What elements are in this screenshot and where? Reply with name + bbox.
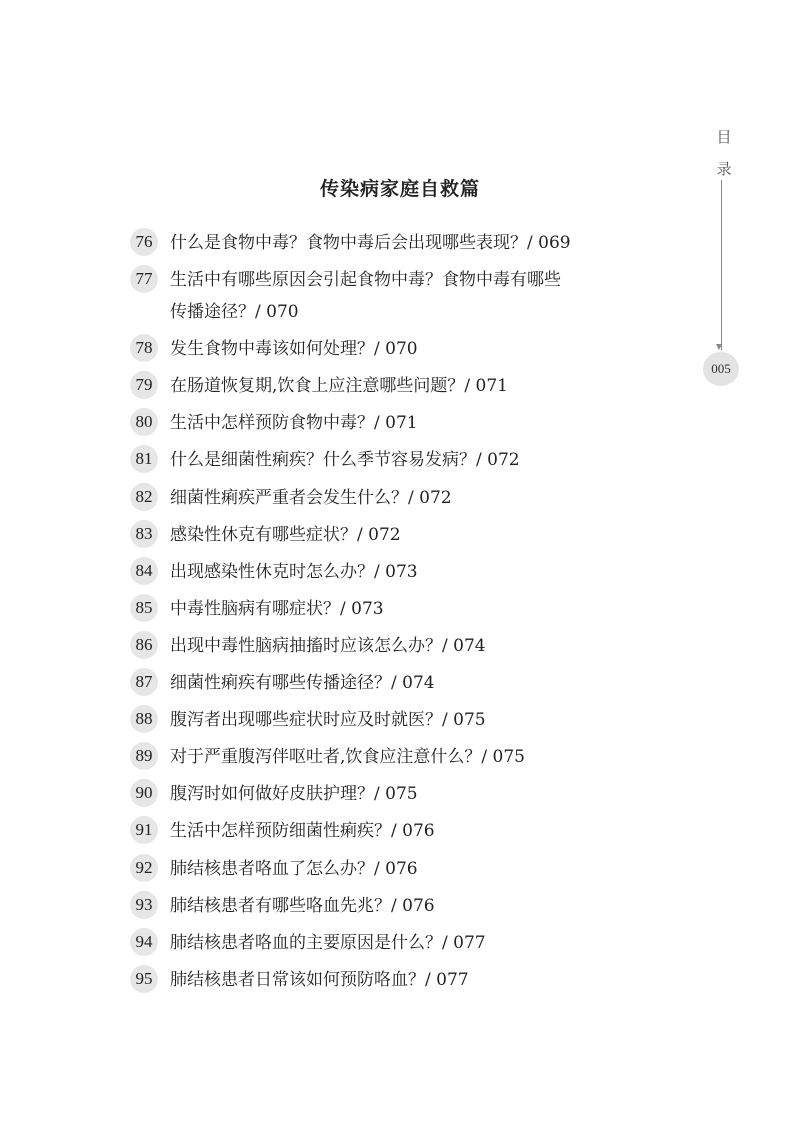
entry-number-badge: 87 — [130, 668, 158, 696]
entry-text — [170, 370, 508, 402]
entry-text — [170, 333, 418, 365]
entry-text-line: 出现感染性休克时怎么办？/ 073 — [170, 561, 418, 582]
toc-entry[interactable] — [130, 815, 650, 847]
entry-number-badge: 94 — [130, 928, 158, 956]
entry-text-line: 细菌性痢疾严重者会发生什么？/ 072 — [170, 487, 452, 508]
entry-number-badge: 85 — [130, 594, 158, 622]
entry-text-line: 在肠道恢复期,饮食上应注意哪些问题？/ 071 — [170, 376, 508, 397]
toc-entry[interactable] — [130, 630, 650, 662]
entry-number-badge: 84 — [130, 557, 158, 585]
entry-number-badge: 89 — [130, 742, 158, 770]
entry-number-badge: 92 — [130, 854, 158, 882]
toc-entry[interactable] — [130, 227, 650, 259]
toc-entry[interactable] — [130, 741, 650, 773]
entry-number-badge: 77 — [130, 265, 158, 293]
entry-text-line: 细菌性痢疾有哪些传播途径？/ 074 — [170, 673, 435, 694]
entry-text — [170, 630, 486, 662]
entry-text — [170, 927, 486, 959]
toc-entry[interactable] — [130, 482, 650, 514]
toc-entry[interactable] — [130, 370, 650, 402]
entry-text-line: 腹泻者出现哪些症状时应及时就医？/ 075 — [170, 710, 486, 731]
entry-number-badge: 81 — [130, 445, 158, 473]
toc-entry[interactable] — [130, 964, 650, 996]
toc-entry[interactable] — [130, 593, 650, 625]
page-number-badge: 005 — [703, 352, 739, 386]
entry-text — [170, 667, 435, 699]
toc-entry[interactable] — [130, 853, 650, 885]
entry-number-badge: 93 — [130, 891, 158, 919]
entry-text — [170, 482, 452, 514]
toc-entry[interactable] — [130, 704, 650, 736]
entry-text-line: 对于严重腹泻伴呕吐者,饮食应注意什么？/ 075 — [170, 747, 525, 768]
entry-number-badge: 95 — [130, 965, 158, 993]
entry-text-line: 肺结核患者咯血的主要原因是什么？/ 077 — [170, 932, 486, 953]
entry-number-badge: 79 — [130, 371, 158, 399]
entry-number-badge: 88 — [130, 705, 158, 733]
entry-text — [170, 264, 561, 328]
section-title: 传染病家庭自救篇 — [319, 178, 480, 200]
entry-text — [170, 556, 418, 588]
toc-entry[interactable] — [130, 519, 650, 551]
entry-text-line: 什么是细菌性痢疾？什么季节容易发病？/ 072 — [170, 450, 520, 471]
entry-number-badge: 82 — [130, 483, 158, 511]
entry-text-line: 肺结核患者日常该如何预防咯血？/ 077 — [170, 969, 469, 990]
sidebar-char-2: 录 — [716, 160, 732, 178]
entry-number-badge: 90 — [130, 779, 158, 807]
toc-entry[interactable] — [130, 264, 650, 328]
toc-entry[interactable] — [130, 556, 650, 588]
toc-entry[interactable] — [130, 333, 650, 365]
toc-entry[interactable] — [130, 667, 650, 699]
entry-text — [170, 704, 486, 736]
toc-entry[interactable] — [130, 444, 650, 476]
entry-text — [170, 227, 571, 259]
toc-entry[interactable] — [130, 778, 650, 810]
entry-number-badge: 80 — [130, 408, 158, 436]
sidebar-divider — [721, 180, 722, 350]
entry-number-badge: 76 — [130, 228, 158, 256]
entry-text-line: 什么是食物中毒？食物中毒后会出现哪些表现？/ 069 — [170, 233, 571, 253]
entry-text — [170, 444, 520, 476]
entry-text-line: 肺结核患者有哪些咯血先兆？/ 076 — [170, 895, 435, 916]
entry-text-line: 生活中怎样预防食物中毒？/ 071 — [170, 413, 418, 434]
entry-text — [170, 519, 401, 551]
entry-text — [170, 964, 469, 996]
entry-text — [170, 890, 435, 922]
entry-text — [170, 593, 384, 625]
entry-number-badge: 83 — [130, 520, 158, 548]
entry-text-line: 传播途径？/ 070 — [170, 302, 299, 323]
entry-text-line: 生活中怎样预防细菌性痢疾？/ 076 — [170, 821, 435, 842]
entry-text — [170, 407, 418, 439]
entry-text — [170, 778, 418, 810]
entry-text-line: 感染性休克有哪些症状？/ 072 — [170, 524, 401, 545]
entry-text-line: 生活中有哪些原因会引起食物中毒？食物中毒有哪些 — [170, 270, 561, 291]
entry-text-line: 发生食物中毒该如何处理？/ 070 — [170, 339, 418, 360]
entry-text-line: 肺结核患者咯血了怎么办？/ 076 — [170, 858, 418, 879]
entry-number-badge: 91 — [130, 816, 158, 844]
toc-list — [130, 227, 650, 996]
sidebar-char-1: 目 — [716, 128, 732, 146]
toc-entry[interactable] — [130, 407, 650, 439]
entry-text-line: 中毒性脑病有哪症状？/ 073 — [170, 598, 384, 619]
entry-text-line: 腹泻时如何做好皮肤护理？/ 075 — [170, 784, 418, 805]
toc-entry[interactable] — [130, 927, 650, 959]
entry-text — [170, 853, 418, 885]
entry-text — [170, 815, 435, 847]
sidebar-arrow-icon — [716, 344, 722, 350]
entry-text-line: 出现中毒性脑病抽搐时应该怎么办？/ 074 — [170, 635, 486, 656]
entry-text — [170, 741, 525, 773]
entry-number-badge: 78 — [130, 334, 158, 362]
toc-entry[interactable] — [130, 890, 650, 922]
entry-number-badge: 86 — [130, 631, 158, 659]
